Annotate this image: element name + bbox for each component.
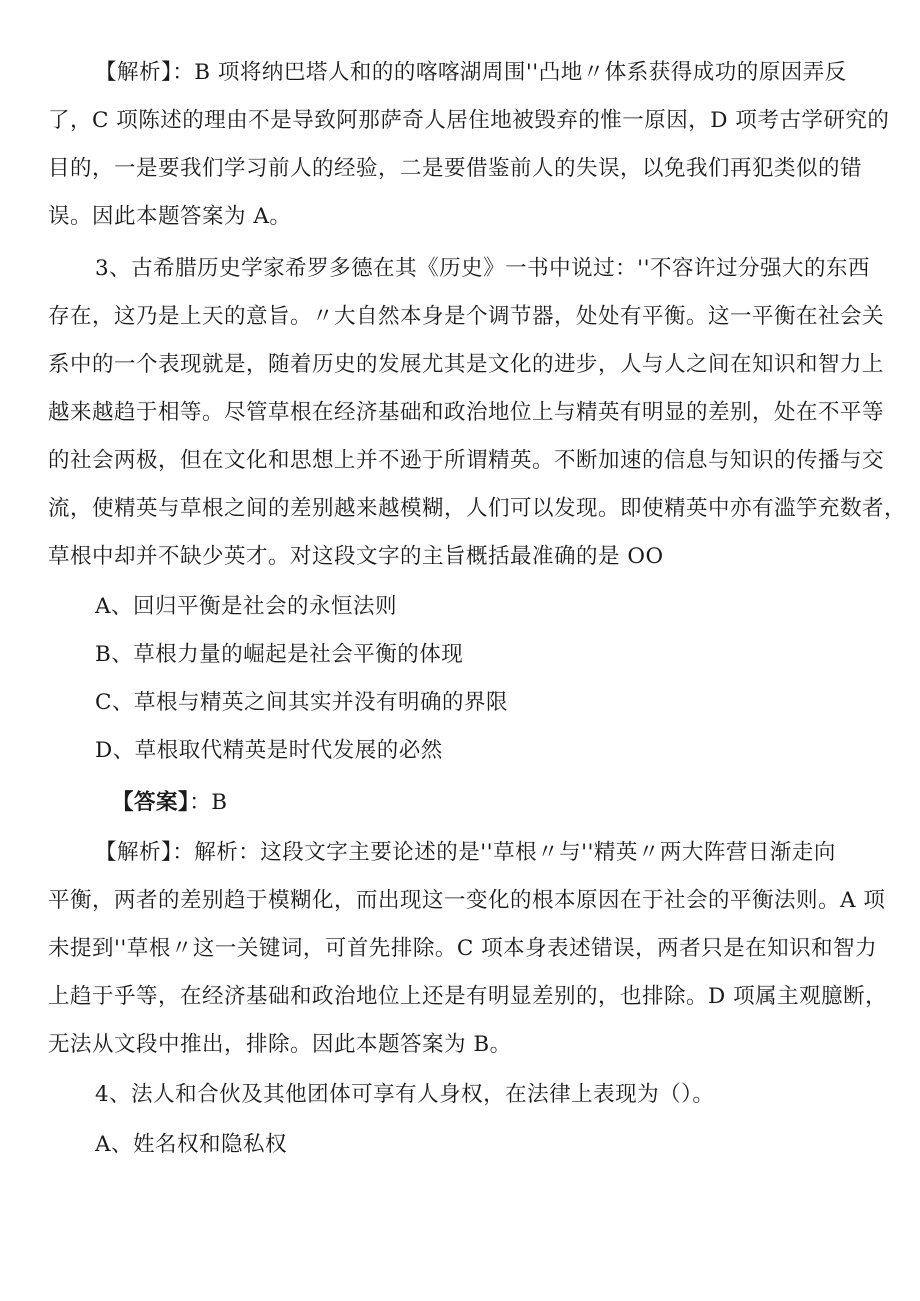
question-3-line-4: 越来越趋于相等。尽管草根在经济基础和政治地位上与精英有明显的差别，处在不平等 [48,400,885,425]
question-3-line-3: 系中的一个表现就是，随着历史的发展尤其是文化的进步，人与人之间在知识和智力上 [48,352,885,377]
question-3-option-a: A、回归平衡是社会的永恒法则 [95,594,398,619]
analysis-line-4: 误。因此本题答案为 A。 [48,204,292,229]
question-4-stem: 4、法人和合伙及其他团体可享有人身权，在法律上表现为（）。 [95,1082,715,1107]
question-3-line-5: 的社会两极，但在文化和思想上并不逊于所谓精英。不断加速的信息与知识的传播与交 [48,448,885,473]
question-4-option-a: A、姓名权和隐私权 [95,1132,288,1157]
question-3-line-1: 3、古希腊历史学家希罗多德在其《历史》一书中说过：''不容许过分强大的东西 [95,256,871,281]
analysis-line-2: 了，C 项陈述的理由不是导致阿那萨奇人居住地被毁弃的惟一原因，D 项考古学研究的 [48,108,890,133]
answer-label: 【答案】 [112,790,190,815]
question-3-analysis-line-2: 平衡，两者的差别趋于模糊化，而出现这一变化的根本原因在于社会的平衡法则。A 项 [48,888,886,913]
question-3-option-d: D、草根取代精英是时代发展的必然 [95,738,443,763]
question-3-answer [112,788,902,818]
question-3-analysis-line-1: 【解析】：解析：这段文字主要论述的是''草根〃与''精英〃两大阵营日渐走向 [95,840,836,865]
question-3-analysis-line-4: 上趋于乎等，在经济基础和政治地位上还是有明显差别的，也排除。D 项属主观臆断， [48,984,888,1009]
answer-value: ：B [189,790,228,815]
question-3-option-b: B、草根力量的崛起是社会平衡的体现 [95,642,464,667]
question-3-analysis-line-3: 未提到''草根〃这一关键词，可首先排除。C 项本身表述错误，两者只是在知识和智力 [48,936,878,961]
question-3-option-c: C、草根与精英之间其实并没有明确的界限 [95,690,508,715]
question-3-line-7: 草根中却并不缺少英才。对这段文字的主旨概括最准确的是 OO [48,544,664,569]
analysis-line-1: 【解析】：B 项将纳巴塔人和的的喀喀湖周围''凸地〃体系获得成功的原因弄反 [95,60,847,85]
question-3-analysis-line-5: 无法从文段中推出，排除。因此本题答案为 B。 [48,1032,512,1057]
question-3-line-2: 存在，这乃是上天的意旨。〃大自然本身是个调节器，处处有平衡。这一平衡在社会关 [48,304,885,329]
analysis-line-3: 目的，一是要我们学习前人的经验，二是要借鉴前人的失误，以免我们再犯类似的错 [48,156,863,181]
question-3-line-6: 流，使精英与草根之间的差别越来越模糊，人们可以发现。即使精英中亦有滥竽充数者， [48,496,907,521]
